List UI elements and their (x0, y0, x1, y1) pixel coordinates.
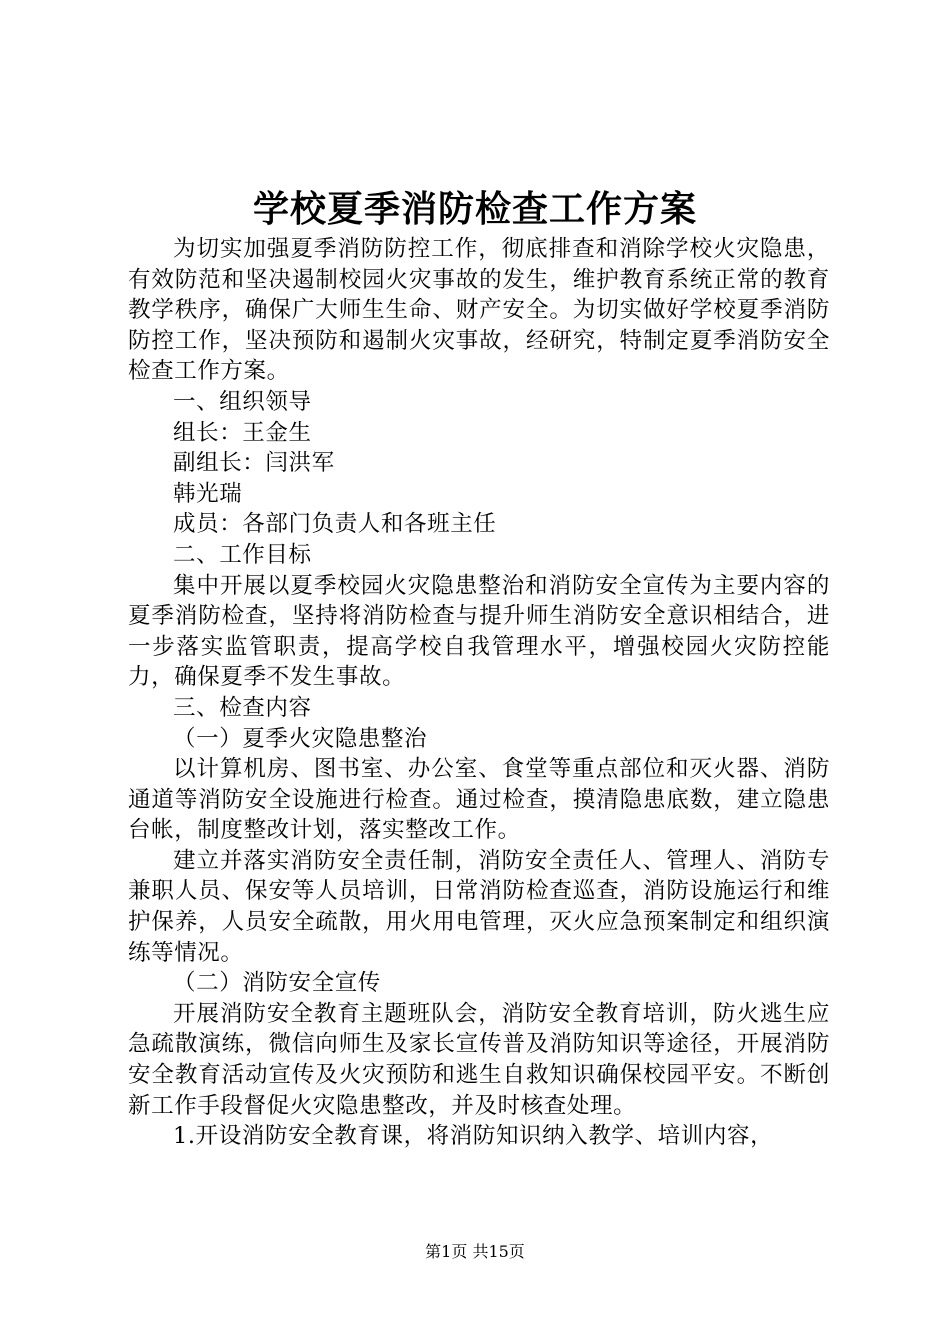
heading-inspection-content: 三、检查内容 (173, 694, 312, 721)
paragraph-deputy-leader-2: 韩光瑞 (173, 480, 243, 507)
subheading-safety-publicity: （二）消防安全宣传 (173, 970, 381, 997)
paragraph-members: 成员：各部门负责人和各班主任 (173, 511, 497, 538)
heading-organization: 一、组织领导 (173, 388, 312, 415)
page-footer: 第1页 共15页 (425, 1242, 525, 1261)
paragraph-safety-education: 开展消防安全教育主题班队会，消防安全教育培训，防火逃生应急疏散演练，微信向师生及家长宣传普及消防知识等途径，开展消防安全教育活动宣传及火灾预防和逃生自救知识确保校园平安。不断创新工作手段督促火灾隐患整改，并及时核查处理。 (128, 1000, 830, 1119)
subheading-hazard-rectification: （一）夏季火灾隐患整治 (173, 725, 428, 752)
paragraph-responsibility-system: 建立并落实消防安全责任制，消防安全责任人、管理人、消防专兼职人员、保安等人员培训，日常消防检查巡查，消防设施运行和维护保养，人员安全疏散，用火用电管理，灭火应急预案制定和组织演练等情况。 (128, 847, 830, 966)
document-body (128, 234, 830, 1152)
paragraph-inspection-locations: 以计算机房、图书室、办公室、食堂等重点部位和灭火器、消防通道等消防安全设施进行检查。通过检查，摸清隐患底数，建立隐患台帐，制度整改计划，落实整改工作。 (128, 756, 830, 844)
paragraph-deputy-leader: 副组长：闫洪军 (173, 450, 335, 477)
document-title: 学校夏季消防检查工作方案 (252, 188, 697, 230)
paragraph-intro: 为切实加强夏季消防防控工作，彻底排查和消除学校火灾隐患，有效防范和坚决遏制校园火灾事故的发生，维护教育系统正常的教育教学秩序，确保广大师生生命、财产安全。为切实做好学校夏季消防防控工作，坚决预防和遏制火灾事故，经研究，特制定夏季消防安全检查工作方案。 (128, 236, 830, 385)
paragraph-leader: 组长：王金生 (173, 419, 312, 446)
paragraph-goals: 集中开展以夏季校园火灾隐患整治和消防安全宣传为主要内容的夏季消防检查，坚持将消防检查与提升师生消防安全意识相结合，进一步落实监管职责，提高学校自我管理水平，增强校园火灾防控能力，确保夏季不发生事故。 (128, 572, 830, 691)
paragraph-item-1: 1.开设消防安全教育课，将消防知识纳入教学、培训内容， (173, 1123, 774, 1150)
heading-goals: 二、工作目标 (173, 541, 312, 568)
